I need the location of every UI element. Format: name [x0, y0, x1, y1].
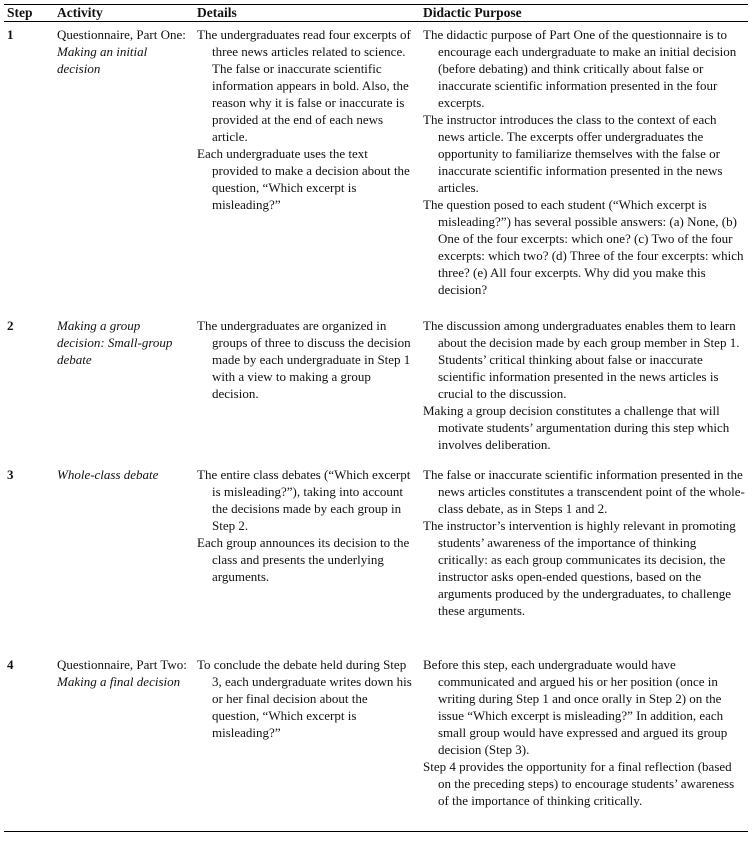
purpose-cell — [420, 313, 748, 462]
purpose-cell — [420, 22, 748, 313]
purpose-paragraph: The question posed to each student (“Which excerpt is misleading?”) has several possible answers: (a) None, (b) One of the four excerpts: which one? (c) Two of the four excerpts: which two? (d) Three of the four excerpts: which three? (e) All four excerpts. Why did you make this decision? — [423, 197, 744, 297]
purpose-cell — [420, 652, 748, 832]
header-activity: Activity — [54, 5, 194, 22]
purpose-paragraph: The instructor’s intervention is highly relevant in promoting students’ awareness of the importance of thinking critically: as each group communicates its decision, the instructor asks open-ended questions, based on the arguments produced by the undergraduates, to challenge these arguments. — [423, 517, 736, 618]
purpose-paragraph: The instructor introduces the class to the context of each news article. The excerpts offer undergraduates the opportunity to familiarize themselves with the false or inaccurate scientific information presented in the news articles. — [423, 112, 723, 195]
header-row — [4, 5, 748, 22]
details-cell — [194, 462, 420, 652]
details-cell — [194, 313, 420, 462]
details-paragraph: The undergraduates read four excerpts of three news articles related to science. The false or inaccurate scientific information appears in bold. Also, the reason why it is false or inaccurate is provided at the end of each news article. — [197, 27, 411, 144]
details-cell — [194, 652, 420, 832]
activity-plain: Questionnaire, Part Two: — [57, 656, 187, 672]
activity-cell — [54, 462, 194, 652]
activity-cell — [54, 313, 194, 462]
activity-italic: Making a group decision: Small-group debate — [57, 317, 173, 367]
activity-italic: Whole-class debate — [57, 466, 159, 482]
activity-cell — [54, 652, 194, 832]
purpose-paragraph: The discussion among undergraduates enables them to learn about the decision made by each group member in Step 1. Students’ critical thinking about false or inaccurate scientific information presented in the news articles is crucial to the discussion. — [423, 317, 740, 401]
details-cell — [194, 22, 420, 313]
table-row — [4, 462, 748, 652]
table-row — [4, 313, 748, 462]
activity-italic: Making a final decision — [57, 673, 181, 689]
details-paragraph: To conclude the debate held during Step 3, each undergraduate writes down his or her final decision about the question, “Which excerpt is misleading?” — [197, 656, 412, 740]
step-number: 2 — [7, 317, 14, 333]
details-paragraph: The undergraduates are organized in groups of three to discuss the decision made by each undergraduate in Step 1 with a view to making a group decision. — [197, 317, 411, 401]
purpose-paragraph: Making a group decision constitutes a challenge that will motivate students’ argumentation during this step which involves deliberation. — [423, 402, 730, 452]
activity-italic: Making an initial decision — [57, 44, 148, 76]
header-purpose: Didactic Purpose — [420, 5, 748, 22]
details-paragraph: The entire class debates (“Which excerpt is misleading?”), taking into account the decisions made by each group in Step 2. — [197, 466, 411, 533]
step-number: 1 — [7, 27, 14, 42]
steps-table — [4, 4, 748, 832]
purpose-paragraph: Step 4 provides the opportunity for a final reflection (based on the preceding steps) to encourage students’ awareness of the importance of thinking critically. — [423, 758, 735, 808]
purpose-paragraph: The didactic purpose of Part One of the questionnaire is to encourage each undergraduate to make an initial decision (before debating) and think critically about false or inaccurate scientific information presented in the four excerpts. — [423, 27, 737, 110]
details-paragraph: Each group announces its decision to the class and presents the underlying arguments. — [197, 534, 410, 584]
table-row — [4, 652, 748, 832]
purpose-cell — [420, 462, 748, 652]
purpose-paragraph: The false or inaccurate scientific information presented in the news articles constitutes a transcendent point of the whole-class debate, as in Steps 1 and 2. — [423, 466, 745, 516]
purpose-paragraph: Before this step, each undergraduate would have communicated and argued his or her position (once in writing during Step 1 and once orally in Step 2) on the issue “Which excerpt is misleading?” In addition, each small group would have expressed and argued its group decision (Step 3). — [423, 656, 728, 757]
details-paragraph: Each undergraduate uses the text provided to make a decision about the question, “Which excerpt is misleading?” — [197, 146, 410, 212]
step-number: 3 — [7, 466, 14, 482]
header-details: Details — [194, 5, 420, 22]
table-row — [4, 22, 748, 313]
step-number: 4 — [4, 652, 54, 832]
activity-cell — [54, 22, 194, 313]
activity-plain: Questionnaire, Part One: — [57, 27, 186, 42]
header-step: Step — [4, 5, 54, 22]
